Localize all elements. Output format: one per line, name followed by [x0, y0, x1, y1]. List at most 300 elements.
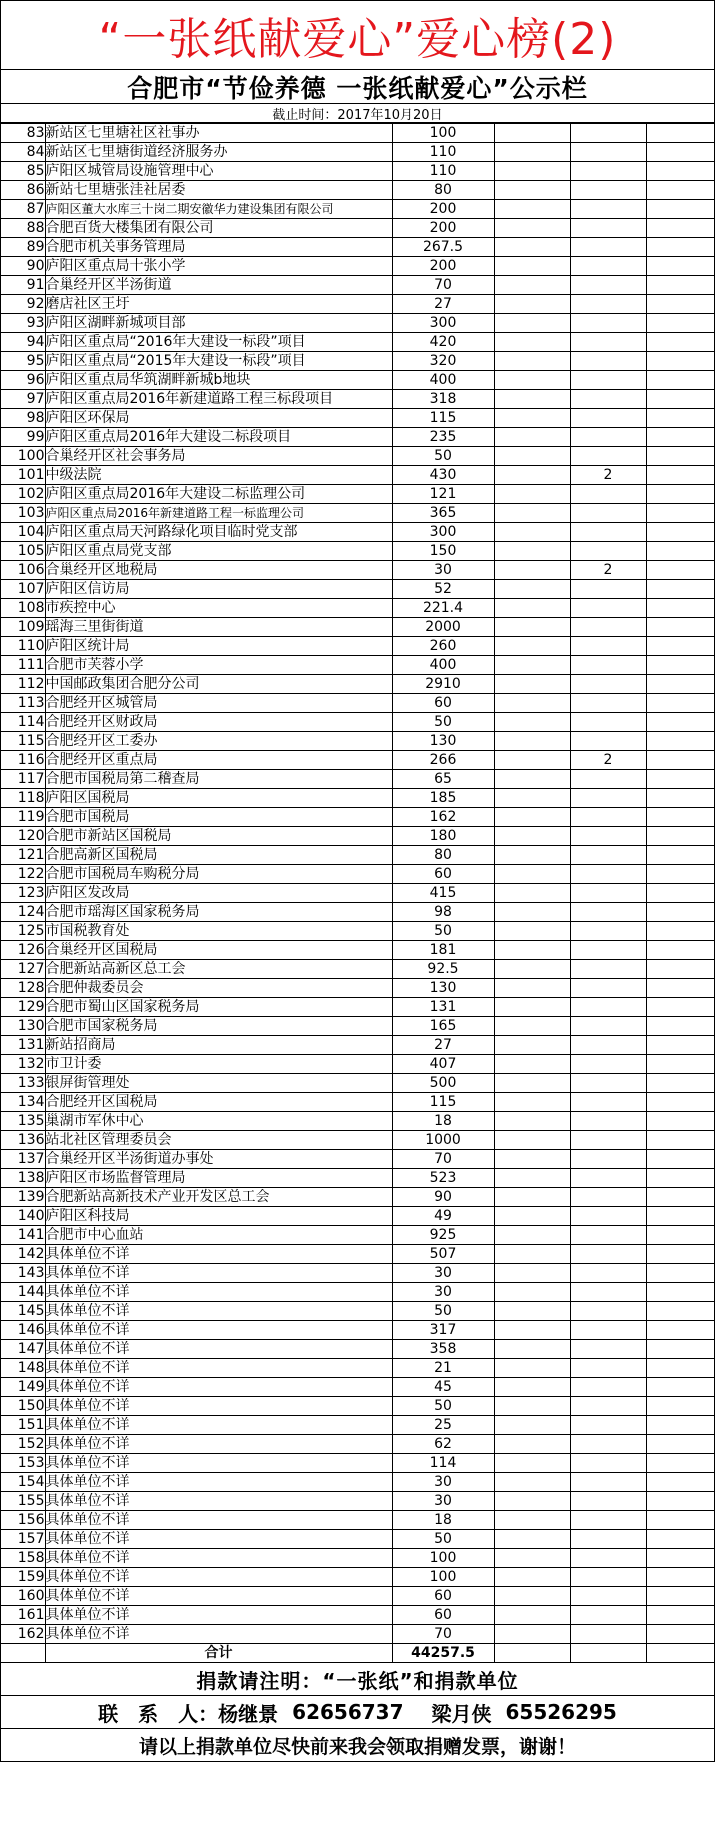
- row-number: 116: [1, 751, 45, 770]
- row-number: 111: [1, 656, 45, 675]
- row-amount: 100: [392, 1549, 494, 1568]
- row-note: [570, 1321, 646, 1340]
- row-unit: 具体单位不详: [45, 1435, 392, 1454]
- row-number: 139: [1, 1188, 45, 1207]
- row-blank: [646, 1074, 714, 1093]
- table-row: [1, 504, 714, 523]
- row-number: 128: [1, 979, 45, 998]
- row-number: 158: [1, 1549, 45, 1568]
- table-row: [1, 865, 714, 884]
- row-number: 131: [1, 1036, 45, 1055]
- row-number: 155: [1, 1492, 45, 1511]
- table-row: [1, 637, 714, 656]
- row-number: 95: [1, 352, 45, 371]
- row-number: 106: [1, 561, 45, 580]
- row-note: [570, 238, 646, 257]
- row-number: 145: [1, 1302, 45, 1321]
- row-blank: [494, 276, 570, 295]
- row-amount: 267.5: [392, 238, 494, 257]
- row-blank: [646, 789, 714, 808]
- row-note: [570, 789, 646, 808]
- row-number: 157: [1, 1530, 45, 1549]
- row-amount: 62: [392, 1435, 494, 1454]
- row-number: 137: [1, 1150, 45, 1169]
- row-blank: [494, 409, 570, 428]
- row-blank: [646, 1473, 714, 1492]
- table-row: [1, 561, 714, 580]
- row-blank: [646, 979, 714, 998]
- row-number: 142: [1, 1245, 45, 1264]
- table-row: [1, 485, 714, 504]
- row-unit: 合肥市新站区国税局: [45, 827, 392, 846]
- row-note: [570, 903, 646, 922]
- row-blank: [494, 827, 570, 846]
- table-row: [1, 143, 714, 162]
- row-amount: 30: [392, 1283, 494, 1302]
- table-row: [1, 1435, 714, 1454]
- row-unit: 具体单位不详: [45, 1283, 392, 1302]
- row-blank: [646, 1245, 714, 1264]
- row-amount: 185: [392, 789, 494, 808]
- row-amount: 60: [392, 1606, 494, 1625]
- row-unit: 具体单位不详: [45, 1549, 392, 1568]
- row-blank: [646, 428, 714, 447]
- row-unit: 合肥经开区财政局: [45, 713, 392, 732]
- row-amount: 430: [392, 466, 494, 485]
- row-amount: 25: [392, 1416, 494, 1435]
- row-note: [570, 1226, 646, 1245]
- contact-row: [1, 1696, 714, 1729]
- row-number: 114: [1, 713, 45, 732]
- row-number: 127: [1, 960, 45, 979]
- row-unit: 合肥经开区重点局: [45, 751, 392, 770]
- row-amount: 70: [392, 1150, 494, 1169]
- table-row: [1, 1283, 714, 1302]
- row-amount: 260: [392, 637, 494, 656]
- row-unit: 庐阳区城管局设施管理中心: [45, 162, 392, 181]
- row-blank: [494, 808, 570, 827]
- row-unit: 市国税教育处: [45, 922, 392, 941]
- row-note: [570, 1302, 646, 1321]
- row-blank: [494, 675, 570, 694]
- row-unit: 磨店社区王圩: [45, 295, 392, 314]
- row-blank: [494, 1511, 570, 1530]
- row-note: [570, 865, 646, 884]
- table-row: [1, 618, 714, 637]
- row-unit: 中国邮政集团合肥分公司: [45, 675, 392, 694]
- row-blank: [494, 1055, 570, 1074]
- row-blank: [494, 295, 570, 314]
- row-amount: 30: [392, 1264, 494, 1283]
- row-note: [570, 1074, 646, 1093]
- table-row: [1, 1264, 714, 1283]
- row-amount: 100: [392, 124, 494, 143]
- row-blank: [494, 561, 570, 580]
- row-note: [570, 770, 646, 789]
- table-row: [1, 770, 714, 789]
- row-note: [570, 1340, 646, 1359]
- row-note: [570, 447, 646, 466]
- table-row: [1, 751, 714, 770]
- row-blank: [494, 1568, 570, 1587]
- donation-rows: [1, 124, 714, 1644]
- row-blank: [494, 1264, 570, 1283]
- row-unit: 合肥经开区国税局: [45, 1093, 392, 1112]
- table-row: [1, 1454, 714, 1473]
- row-note: [570, 1606, 646, 1625]
- row-unit: 庐阳区董大水库三十岗二期安徽华力建设集团有限公司: [45, 200, 392, 219]
- row-number: 102: [1, 485, 45, 504]
- row-blank: [494, 770, 570, 789]
- row-note: [570, 941, 646, 960]
- row-note: [570, 542, 646, 561]
- table-row: [1, 1055, 714, 1074]
- row-blank: [646, 1454, 714, 1473]
- total-blank: [1, 1644, 45, 1663]
- row-number: 83: [1, 124, 45, 143]
- row-note: [570, 1530, 646, 1549]
- row-note: [570, 200, 646, 219]
- row-blank: [494, 580, 570, 599]
- total-cell-extra: [494, 1644, 570, 1663]
- row-number: 87: [1, 200, 45, 219]
- deadline-date: [1, 104, 714, 123]
- row-unit: 庐阳区重点局华筑湖畔新城b地块: [45, 371, 392, 390]
- row-unit: 合肥新站高新技术产业开发区总工会: [45, 1188, 392, 1207]
- row-amount: 18: [392, 1511, 494, 1530]
- table-row: [1, 1074, 714, 1093]
- row-amount: 200: [392, 257, 494, 276]
- row-note: [570, 1264, 646, 1283]
- row-unit: 庐阳区国税局: [45, 789, 392, 808]
- deadline-date-text: 截止时间：2017年10月20日: [272, 107, 443, 123]
- row-note: [570, 998, 646, 1017]
- row-blank: [646, 1606, 714, 1625]
- row-note: [570, 409, 646, 428]
- row-blank: [646, 561, 714, 580]
- row-amount: 300: [392, 314, 494, 333]
- row-blank: [494, 124, 570, 143]
- row-blank: [494, 941, 570, 960]
- table-row: [1, 1245, 714, 1264]
- row-blank: [494, 523, 570, 542]
- row-note: [570, 352, 646, 371]
- row-unit: 具体单位不详: [45, 1397, 392, 1416]
- row-note: [570, 162, 646, 181]
- row-amount: 65: [392, 770, 494, 789]
- row-note: [570, 1568, 646, 1587]
- row-number: 152: [1, 1435, 45, 1454]
- table-row: [1, 238, 714, 257]
- row-note: [570, 124, 646, 143]
- table-row: [1, 1606, 714, 1625]
- table-row: [1, 409, 714, 428]
- row-amount: 60: [392, 865, 494, 884]
- row-amount: 52: [392, 580, 494, 599]
- row-blank: [646, 523, 714, 542]
- row-number: 84: [1, 143, 45, 162]
- table-row: [1, 1321, 714, 1340]
- row-number: 156: [1, 1511, 45, 1530]
- table-row: [1, 979, 714, 998]
- row-amount: 150: [392, 542, 494, 561]
- row-unit: 具体单位不详: [45, 1473, 392, 1492]
- row-unit: 具体单位不详: [45, 1492, 392, 1511]
- row-number: 136: [1, 1131, 45, 1150]
- row-note: [570, 428, 646, 447]
- row-amount: 92.5: [392, 960, 494, 979]
- row-number: 122: [1, 865, 45, 884]
- row-blank: [494, 485, 570, 504]
- row-number: 97: [1, 390, 45, 409]
- table-row: [1, 200, 714, 219]
- row-unit: 合肥经开区城管局: [45, 694, 392, 713]
- row-blank: [646, 1378, 714, 1397]
- table-row: [1, 1378, 714, 1397]
- row-unit: 庐阳区湖畔新城项目部: [45, 314, 392, 333]
- row-number: 98: [1, 409, 45, 428]
- row-note: [570, 846, 646, 865]
- row-blank: [646, 124, 714, 143]
- row-number: 150: [1, 1397, 45, 1416]
- row-unit: 庐阳区市场监督管理局: [45, 1169, 392, 1188]
- row-note: [570, 922, 646, 941]
- row-number: 110: [1, 637, 45, 656]
- row-blank: [494, 1625, 570, 1644]
- table-row: [1, 466, 714, 485]
- row-blank: [494, 1359, 570, 1378]
- row-number: 140: [1, 1207, 45, 1226]
- row-number: 144: [1, 1283, 45, 1302]
- table-row: [1, 124, 714, 143]
- contact2-name: 梁月侠: [431, 1701, 492, 1726]
- row-number: 89: [1, 238, 45, 257]
- total-amount: 44257.5: [392, 1644, 494, 1663]
- row-amount: 45: [392, 1378, 494, 1397]
- row-blank: [494, 1397, 570, 1416]
- row-number: 130: [1, 1017, 45, 1036]
- row-blank: [494, 694, 570, 713]
- row-blank: [494, 542, 570, 561]
- row-note: 2: [570, 466, 646, 485]
- row-blank: [646, 1321, 714, 1340]
- row-amount: 407: [392, 1055, 494, 1074]
- table-row: [1, 675, 714, 694]
- row-unit: 银屏街管理处: [45, 1074, 392, 1093]
- row-number: 159: [1, 1568, 45, 1587]
- row-blank: [646, 257, 714, 276]
- total-cell-extra: [646, 1644, 714, 1663]
- row-note: [570, 257, 646, 276]
- table-row: [1, 295, 714, 314]
- row-note: [570, 637, 646, 656]
- row-note: [570, 181, 646, 200]
- row-blank: [494, 922, 570, 941]
- row-amount: 130: [392, 979, 494, 998]
- table-row: [1, 1150, 714, 1169]
- row-note: [570, 1093, 646, 1112]
- table-row: [1, 656, 714, 675]
- row-unit: 具体单位不详: [45, 1264, 392, 1283]
- row-blank: [494, 390, 570, 409]
- row-unit: 合肥市国家税务局: [45, 1017, 392, 1036]
- table-row: [1, 1036, 714, 1055]
- row-unit: 新站区七里塘社区社事办: [45, 124, 392, 143]
- row-amount: 115: [392, 1093, 494, 1112]
- row-blank: [646, 1150, 714, 1169]
- row-number: 141: [1, 1226, 45, 1245]
- row-amount: 50: [392, 447, 494, 466]
- row-blank: [646, 1416, 714, 1435]
- row-note: [570, 485, 646, 504]
- row-number: 115: [1, 732, 45, 751]
- row-blank: [646, 808, 714, 827]
- row-note: [570, 960, 646, 979]
- table-row: [1, 1207, 714, 1226]
- row-blank: [494, 599, 570, 618]
- row-amount: 500: [392, 1074, 494, 1093]
- contact1-phone: 62656737: [292, 1700, 404, 1724]
- row-note: [570, 1587, 646, 1606]
- row-blank: [646, 1397, 714, 1416]
- row-unit: 合巢经开区社会事务局: [45, 447, 392, 466]
- row-blank: [646, 295, 714, 314]
- row-amount: 415: [392, 884, 494, 903]
- table-row: [1, 941, 714, 960]
- row-number: 117: [1, 770, 45, 789]
- row-blank: [646, 618, 714, 637]
- row-note: [570, 1492, 646, 1511]
- row-blank: [646, 409, 714, 428]
- row-note: [570, 1131, 646, 1150]
- row-amount: 27: [392, 1036, 494, 1055]
- row-unit: 具体单位不详: [45, 1340, 392, 1359]
- row-blank: [494, 1416, 570, 1435]
- row-blank: [646, 903, 714, 922]
- row-blank: [646, 162, 714, 181]
- row-number: 148: [1, 1359, 45, 1378]
- row-number: 101: [1, 466, 45, 485]
- row-amount: 60: [392, 1587, 494, 1606]
- row-unit: 合肥百货大楼集团有限公司: [45, 219, 392, 238]
- main-title: “一张纸献爱心”爱心榜(2): [98, 14, 617, 65]
- row-amount: 50: [392, 1397, 494, 1416]
- row-blank: [494, 504, 570, 523]
- row-unit: 合肥市中心血站: [45, 1226, 392, 1245]
- row-number: 93: [1, 314, 45, 333]
- row-blank: [494, 1606, 570, 1625]
- row-unit: 合肥市国税局: [45, 808, 392, 827]
- row-note: [570, 143, 646, 162]
- row-blank: [494, 1131, 570, 1150]
- row-blank: [494, 1169, 570, 1188]
- row-unit: 合巢经开区半汤街道: [45, 276, 392, 295]
- table-row: [1, 827, 714, 846]
- row-blank: [646, 694, 714, 713]
- row-amount: 70: [392, 276, 494, 295]
- row-blank: [494, 1150, 570, 1169]
- row-blank: [494, 1245, 570, 1264]
- row-blank: [646, 1435, 714, 1454]
- row-blank: [494, 1074, 570, 1093]
- row-amount: 235: [392, 428, 494, 447]
- row-unit: 庐阳区环保局: [45, 409, 392, 428]
- row-blank: [494, 1188, 570, 1207]
- row-note: [570, 1245, 646, 1264]
- row-blank: [646, 276, 714, 295]
- row-unit: 中级法院: [45, 466, 392, 485]
- row-number: 94: [1, 333, 45, 352]
- row-number: 96: [1, 371, 45, 390]
- row-unit: 庐阳区科技局: [45, 1207, 392, 1226]
- table-row: [1, 903, 714, 922]
- row-amount: 320: [392, 352, 494, 371]
- row-amount: 200: [392, 200, 494, 219]
- row-number: 113: [1, 694, 45, 713]
- row-blank: [646, 1207, 714, 1226]
- row-blank: [646, 1283, 714, 1302]
- table-row: [1, 1492, 714, 1511]
- row-blank: [646, 314, 714, 333]
- row-unit: 庐阳区重点局2016年新建道路工程三标段项目: [45, 390, 392, 409]
- row-amount: 98: [392, 903, 494, 922]
- table-row: [1, 1359, 714, 1378]
- row-note: [570, 314, 646, 333]
- row-unit: 合巢经开区国税局: [45, 941, 392, 960]
- row-amount: 110: [392, 143, 494, 162]
- row-unit: 新站招商局: [45, 1036, 392, 1055]
- row-unit: 合肥仲裁委员会: [45, 979, 392, 998]
- row-unit: 庐阳区重点局党支部: [45, 542, 392, 561]
- row-unit: 庐阳区发改局: [45, 884, 392, 903]
- row-unit: 具体单位不详: [45, 1245, 392, 1264]
- row-amount: 300: [392, 523, 494, 542]
- table-row: [1, 1530, 714, 1549]
- row-note: [570, 1397, 646, 1416]
- row-unit: 庐阳区统计局: [45, 637, 392, 656]
- table-row: [1, 276, 714, 295]
- row-amount: 1000: [392, 1131, 494, 1150]
- row-amount: 114: [392, 1454, 494, 1473]
- row-blank: [646, 1226, 714, 1245]
- row-note: [570, 504, 646, 523]
- row-blank: [494, 1340, 570, 1359]
- row-blank: [494, 238, 570, 257]
- row-blank: [646, 200, 714, 219]
- row-unit: 合肥经开区工委办: [45, 732, 392, 751]
- row-note: [570, 713, 646, 732]
- row-blank: [646, 1036, 714, 1055]
- table-row: [1, 371, 714, 390]
- row-number: 151: [1, 1416, 45, 1435]
- row-note: [570, 1036, 646, 1055]
- row-number: 100: [1, 447, 45, 466]
- table-row: [1, 713, 714, 732]
- table-row: [1, 1112, 714, 1131]
- table-row: [1, 219, 714, 238]
- row-amount: 2000: [392, 618, 494, 637]
- row-number: 133: [1, 1074, 45, 1093]
- row-note: [570, 694, 646, 713]
- table-row: [1, 1188, 714, 1207]
- row-number: 118: [1, 789, 45, 808]
- row-note: [570, 1359, 646, 1378]
- row-blank: [646, 352, 714, 371]
- row-unit: 具体单位不详: [45, 1416, 392, 1435]
- row-note: [570, 979, 646, 998]
- row-amount: 110: [392, 162, 494, 181]
- row-blank: [646, 466, 714, 485]
